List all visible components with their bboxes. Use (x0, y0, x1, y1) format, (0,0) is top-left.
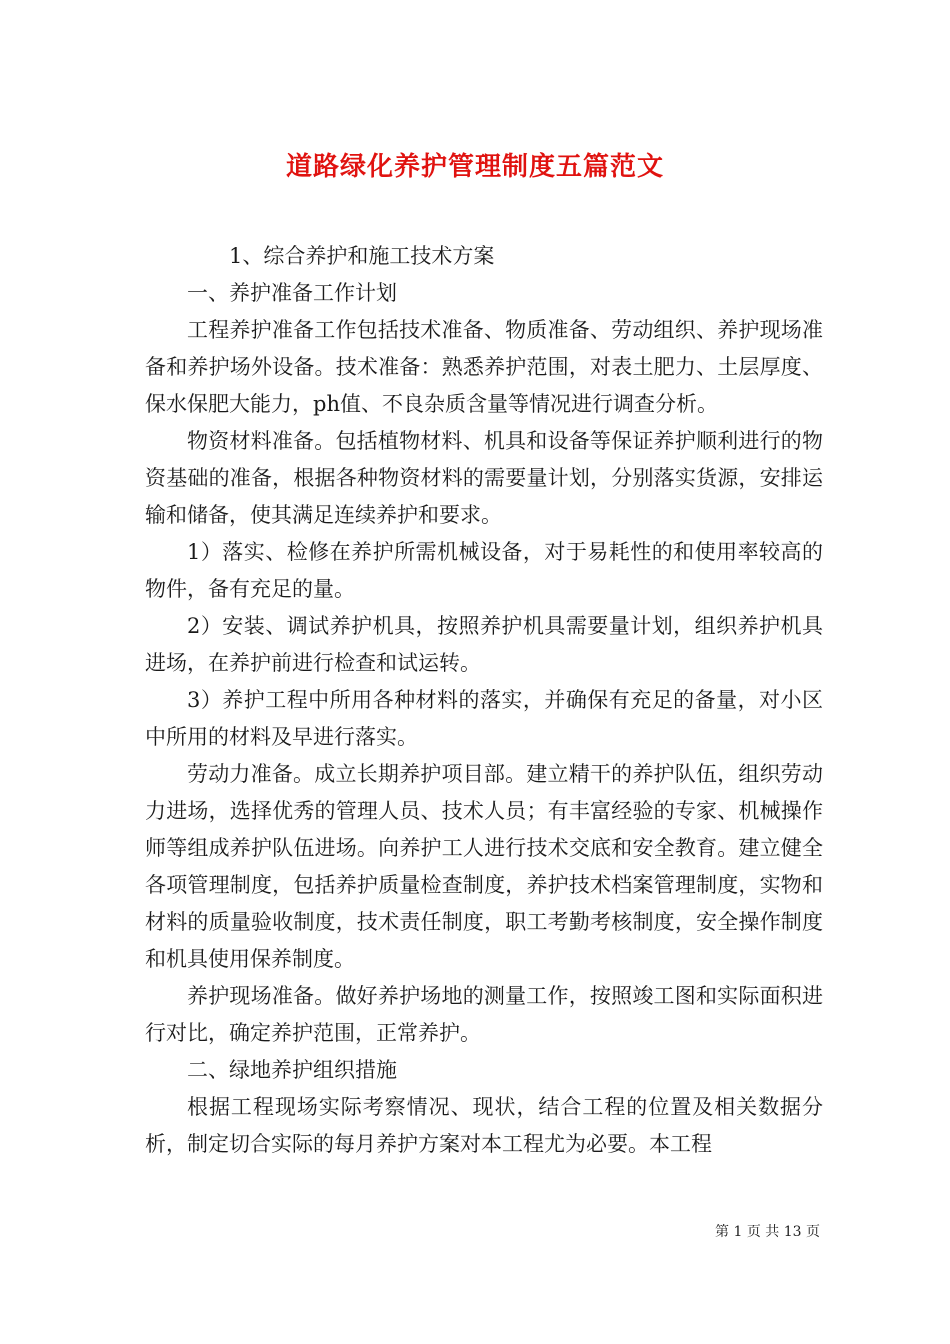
paragraph-subheading-1: 一、养护准备工作计划 (187, 281, 397, 305)
document-body (145, 238, 823, 1163)
paragraph: 根据工程现场实际考察情况、现状，结合工程的位置及相关数据分析，制定切合实际的每月养护方案对本工程尤为必要。本工程 (145, 1095, 823, 1156)
paragraph: 养护现场准备。做好养护场地的测量工作，按照竣工图和实际面积进行对比，确定养护范围，正常养护。 (145, 984, 823, 1045)
paragraph-list-item: 1）落实、检修在养护所需机械设备，对于易耗性的和使用率较高的物件，备有充足的量。 (145, 540, 823, 601)
paragraph-list-item: 2）安装、调试养护机具，按照养护机具需要量计划，组织养护机具进场，在养护前进行检查和试运转。 (145, 614, 823, 675)
paragraph-list-item: 3）养护工程中所用各种材料的落实，并确保有充足的备量，对小区中所用的材料及早进行落实。 (145, 688, 823, 749)
page-number-footer: 第 1 页 共 13 页 (715, 1224, 820, 1240)
paragraph: 物资材料准备。包括植物材料、机具和设备等保证养护顺利进行的物资基础的准备，根据各种物资材料的需要量计划，分别落实货源，安排运输和储备，使其满足连续养护和要求。 (145, 429, 823, 527)
paragraph: 工程养护准备工作包括技术准备、物质准备、劳动组织、养护现场准备和养护场外设备。技术准备：熟悉养护范围，对表土肥力、土层厚度、保水保肥大能力，ph值、不良杂质含量等情况进行调查分析。 (145, 318, 823, 416)
paragraph: 劳动力准备。成立长期养护项目部。建立精干的养护队伍，组织劳动力进场，选择优秀的管理人员、技术人员；有丰富经验的专家、机械操作师等组成养护队伍进场。向养护工人进行技术交底和安全教育。建立健全各项管理制度，包括养护质量检查制度，养护技术档案管理制度，实物和材料的质量验收制度，技术责任制度，职工考勤考核制度，安全操作制度和机具使用保养制度。 (145, 762, 823, 971)
page-title: 道路绿化养护管理制度五篇范文 (285, 152, 664, 183)
paragraph-subheading-2: 二、绿地养护组织措施 (187, 1058, 397, 1082)
paragraph-section-heading: 1、综合养护和施工技术方案 (229, 244, 495, 268)
